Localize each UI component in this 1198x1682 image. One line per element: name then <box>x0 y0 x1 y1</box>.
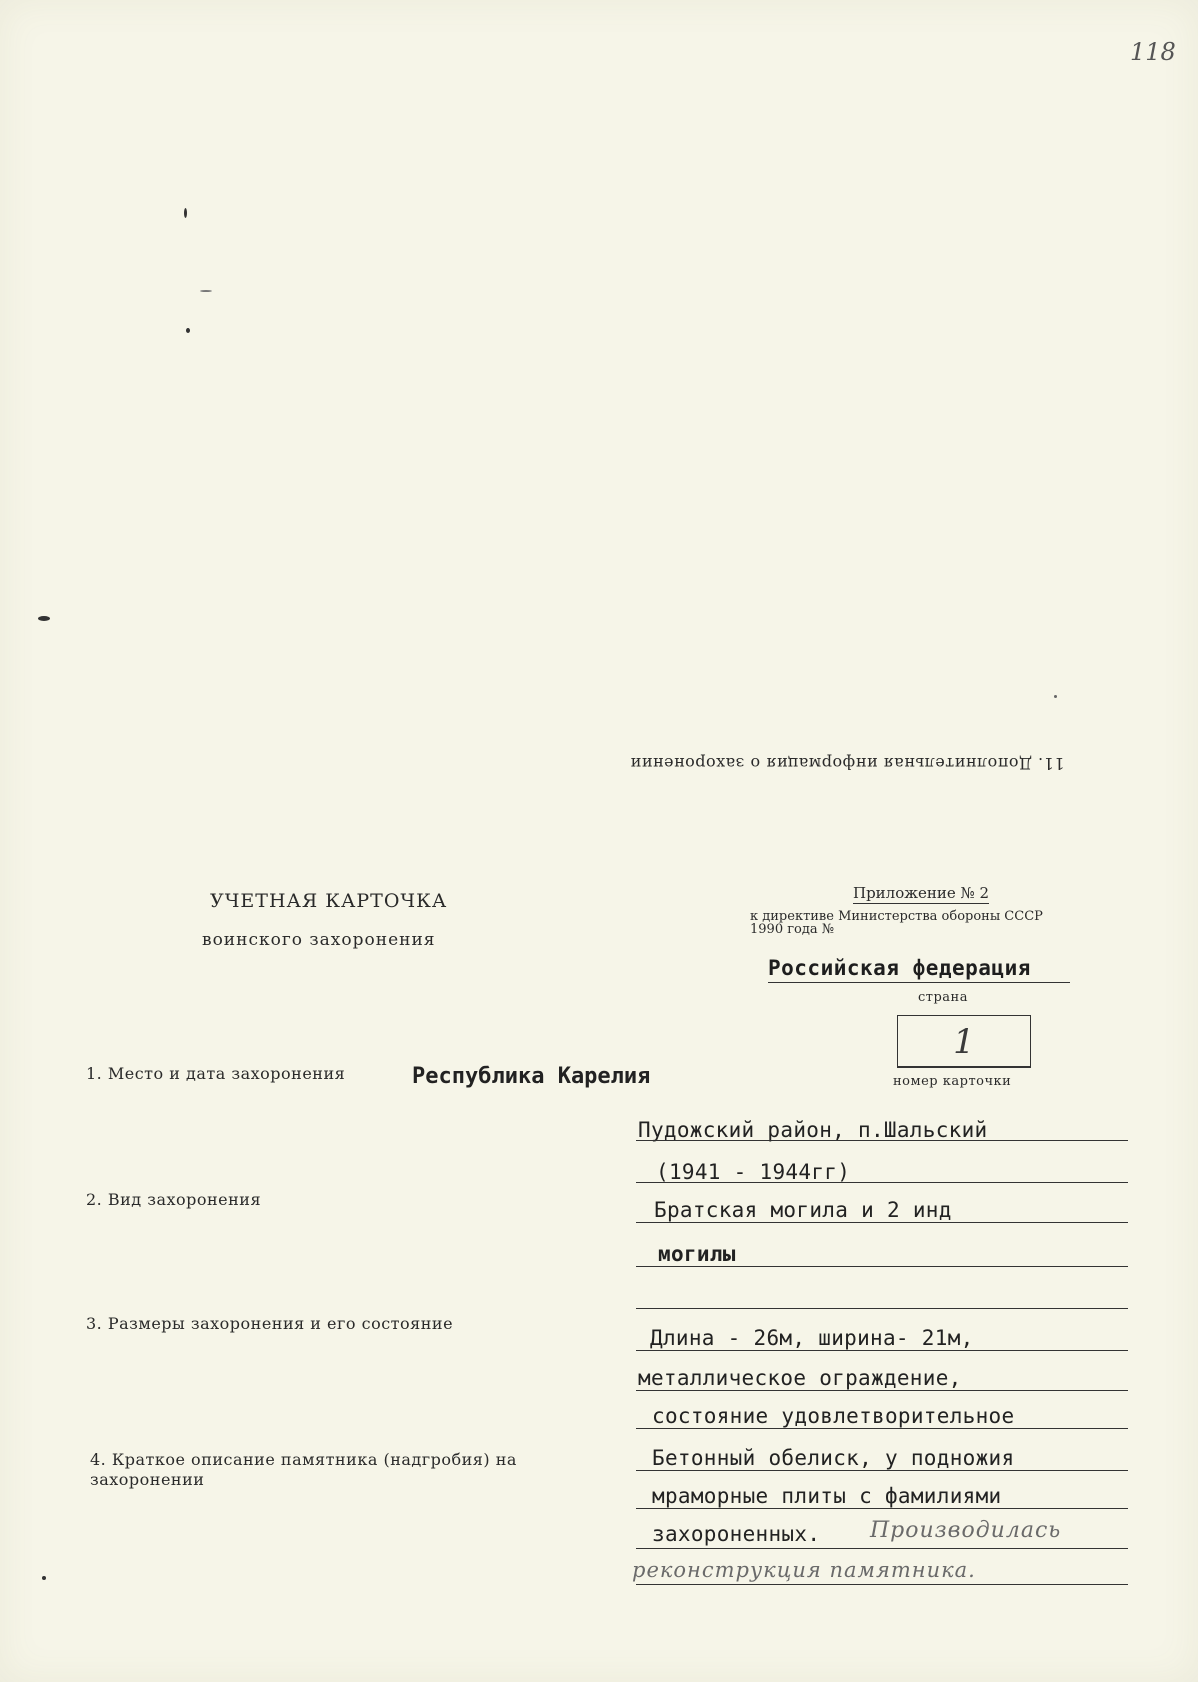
card-subtitle: воинского захоронения <box>202 930 436 950</box>
monument-line-2: мраморные плиты с фамилиями <box>652 1484 1002 1508</box>
place-line-1: Пудожский район, п.Шальский <box>638 1118 988 1142</box>
scan-speck <box>200 290 212 292</box>
scan-speck <box>186 328 190 333</box>
size-line-1-rule <box>636 1350 1128 1351</box>
monument-line-1-rule <box>636 1470 1128 1471</box>
card-title: УЧЕТНАЯ КАРТОЧКА <box>210 890 448 912</box>
monument-line-3-handwritten: Производилась <box>870 1518 1062 1543</box>
monument-line-4-rule <box>636 1584 1128 1585</box>
monument-line-4-handwritten: реконструкция памятника. <box>632 1558 976 1582</box>
burial-type-blank-rule <box>636 1308 1128 1309</box>
monument-line-2-rule <box>636 1508 1128 1509</box>
country-underline <box>768 982 1070 983</box>
place-line-2-rule <box>636 1182 1128 1183</box>
size-line-1: Длина - 26м, ширина- 21м, <box>650 1326 974 1350</box>
size-line-3: состояние удовлетворительное <box>652 1404 1015 1428</box>
card-number-caption: номер карточки <box>893 1074 1012 1089</box>
size-label: 3. Размеры захоронения и его состояние <box>86 1314 454 1333</box>
scan-speck <box>42 1576 46 1580</box>
place-value: Республика Карелия <box>412 1064 651 1089</box>
card-number: 1 <box>953 1022 975 1062</box>
monument-label: 4. Краткое описание памятника (надгробия) на захоронении <box>90 1450 517 1489</box>
place-line-1-rule <box>636 1140 1128 1141</box>
page-number: 118 <box>1130 38 1176 66</box>
burial-type-line-2-rule <box>636 1266 1128 1267</box>
size-line-2-rule <box>636 1390 1128 1391</box>
burial-type-line-1-rule <box>636 1222 1128 1223</box>
size-line-2: металлическое ограждение, <box>638 1366 962 1390</box>
directive-line-1: к директиве Министерства обороны СССР <box>750 909 1043 924</box>
monument-line-1: Бетонный обелиск, у подножия <box>652 1446 1015 1470</box>
back-side-heading: 11. Дополнительная информация о захоронении <box>630 754 1065 773</box>
burial-type-line-1: Братская могила и 2 инд <box>654 1198 952 1222</box>
scan-speck <box>184 208 187 218</box>
place-line-2: (1941 - 1944гг) <box>656 1160 851 1184</box>
size-line-3-rule <box>636 1428 1128 1429</box>
scan-speck <box>1054 695 1057 698</box>
directive-reference <box>750 910 1120 936</box>
country-value: Российская федерация <box>768 956 1031 980</box>
place-label: 1. Место и дата захоронения <box>86 1064 346 1083</box>
scan-speck <box>38 616 50 621</box>
directive-line-2: 1990 года № <box>750 922 835 937</box>
monument-line-3-rule <box>636 1548 1128 1549</box>
burial-type-label: 2. Вид захоронения <box>86 1190 262 1209</box>
monument-line-3-typed: захороненных. <box>652 1522 821 1546</box>
burial-type-line-2: могилы <box>658 1242 736 1266</box>
country-caption: страна <box>918 990 968 1005</box>
appendix-label: Приложение № 2 <box>853 884 990 902</box>
card-number-box <box>897 1015 1031 1068</box>
